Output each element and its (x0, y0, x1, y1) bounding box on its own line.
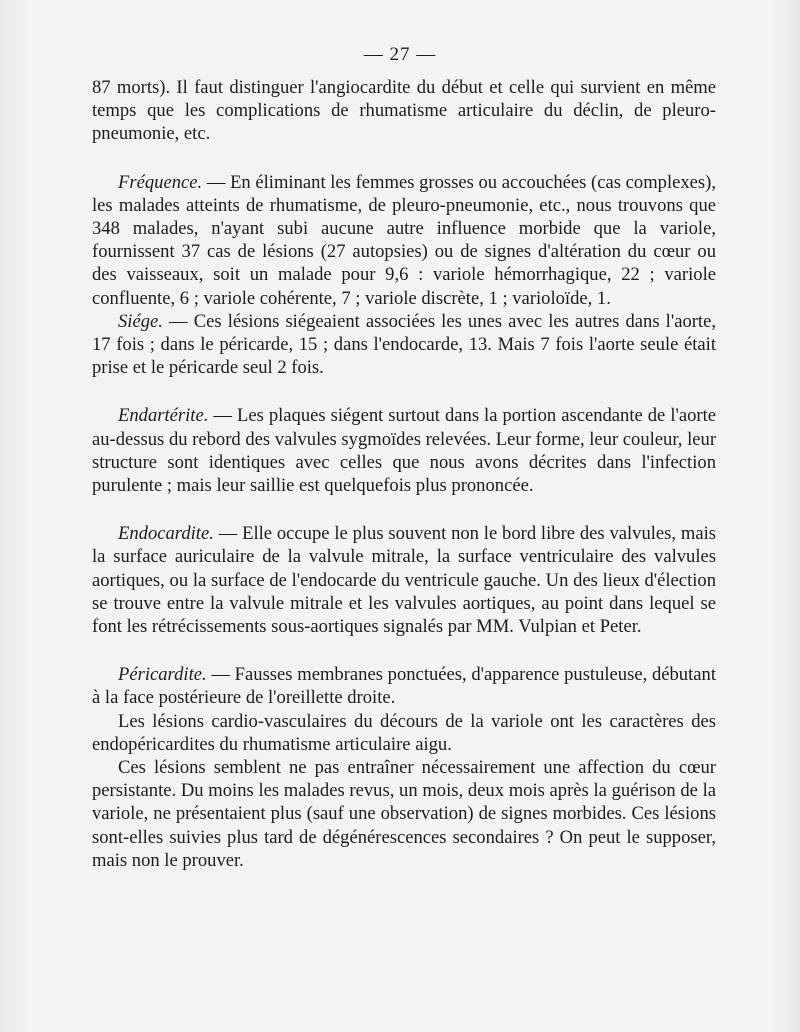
body-text (92, 76, 716, 872)
paragraph-text: Ces lésions semblent ne pas entraîner nécessairement une affection du cœur persistante. Du moins les malades revus, un mois, deux mois après la guérison de la variole, ne présentaient plus (sauf une observation) de signes morbides. Ces lésions sont-elles suivies plus tard de dégénérescences secondaires ? On peut le supposer, mais non le prouver. (92, 757, 716, 871)
paragraph-siege (92, 310, 716, 380)
paragraph-endarterite (92, 404, 716, 497)
page-number: — 27 — (363, 44, 437, 65)
section-heading-endarterite: Endartérite. (118, 405, 209, 427)
section-heading-siege: Siége. (118, 310, 163, 332)
paragraph-text: — Ces lésions siégeaient associées les unes avec les autres dans l'aorte, 17 fois ; dans le péricarde, 15 ; dans l'endocarde, 13. Mais 7 fois l'aorte seule était prise et le péricarde seul 2 fois. (92, 310, 716, 379)
paragraph-endocardite (92, 522, 716, 638)
paragraph-frequence (92, 171, 716, 310)
paragraph-lesions-1 (92, 710, 716, 756)
section-heading-pericardite: Péricardite. (118, 664, 207, 686)
paragraph-text: Les lésions cardio-vasculaires du décours de la variole ont les caractères des endopéricardites du rhumatisme articulaire aigu. (92, 710, 716, 755)
paragraph-intro (92, 76, 716, 146)
paragraph-text: 87 morts). Il faut distinguer l'angiocardite du début et celle qui survient en même temps que les complications de rhumatisme articulaire du déclin, de pleuro-pneumonie, etc. (92, 77, 716, 145)
paragraph-text: — Les plaques siégent surtout dans la portion ascendante de l'aorte au-dessus du rebord des valvules sygmoïdes relevées. Leur forme, leur couleur, leur structure sont identiques avec celles que nous avons décrites dans l'infection purulente ; mais leur saillie est quelquefois plus prononcée. (92, 405, 717, 497)
paragraph-text: — Elle occupe le plus souvent non le bord libre des valvules, mais la surface auriculaire de la valvule mitrale, la surface ventriculaire des valvules aortiques, ou la surface de l'endocarde du ventricule gauche. Un des lieux d'élection se trouve entre la valvule mitrale et les valvules aortiques, au point dans lequel se font les rétrécissements sous-aortiques signalés par MM. Vulpian et Peter. (92, 523, 716, 638)
section-heading-frequence: Fréquence. (118, 171, 203, 193)
paragraph-text: — Fausses membranes ponctuées, d'apparence pustuleuse, débutant à la face postérieure de l'oreillette droite. (92, 664, 716, 709)
section-heading-endocardite: Endocardite. (118, 523, 214, 545)
paragraph-lesions-2 (92, 756, 716, 872)
paragraph-text: — En éliminant les femmes grosses ou accouchées (cas complexes), les malades atteints de rhumatisme, de pleuro-pneumonie, etc., nous trouvons que 348 malades, n'ayant subi aucune autre influence morbide que la variole, fournissent 37 cas de lésions (27 autopsies) ou de signes d'altération du cœur ou des vaisseaux, soit un malade pour 9,6 : variole hémorrhagique, 22 ; variole confluente, 6 ; variole cohérente, 7 ; variole discrète, 1 ; varioloïde, 1. (92, 171, 716, 309)
paragraph-pericardite (92, 663, 716, 709)
